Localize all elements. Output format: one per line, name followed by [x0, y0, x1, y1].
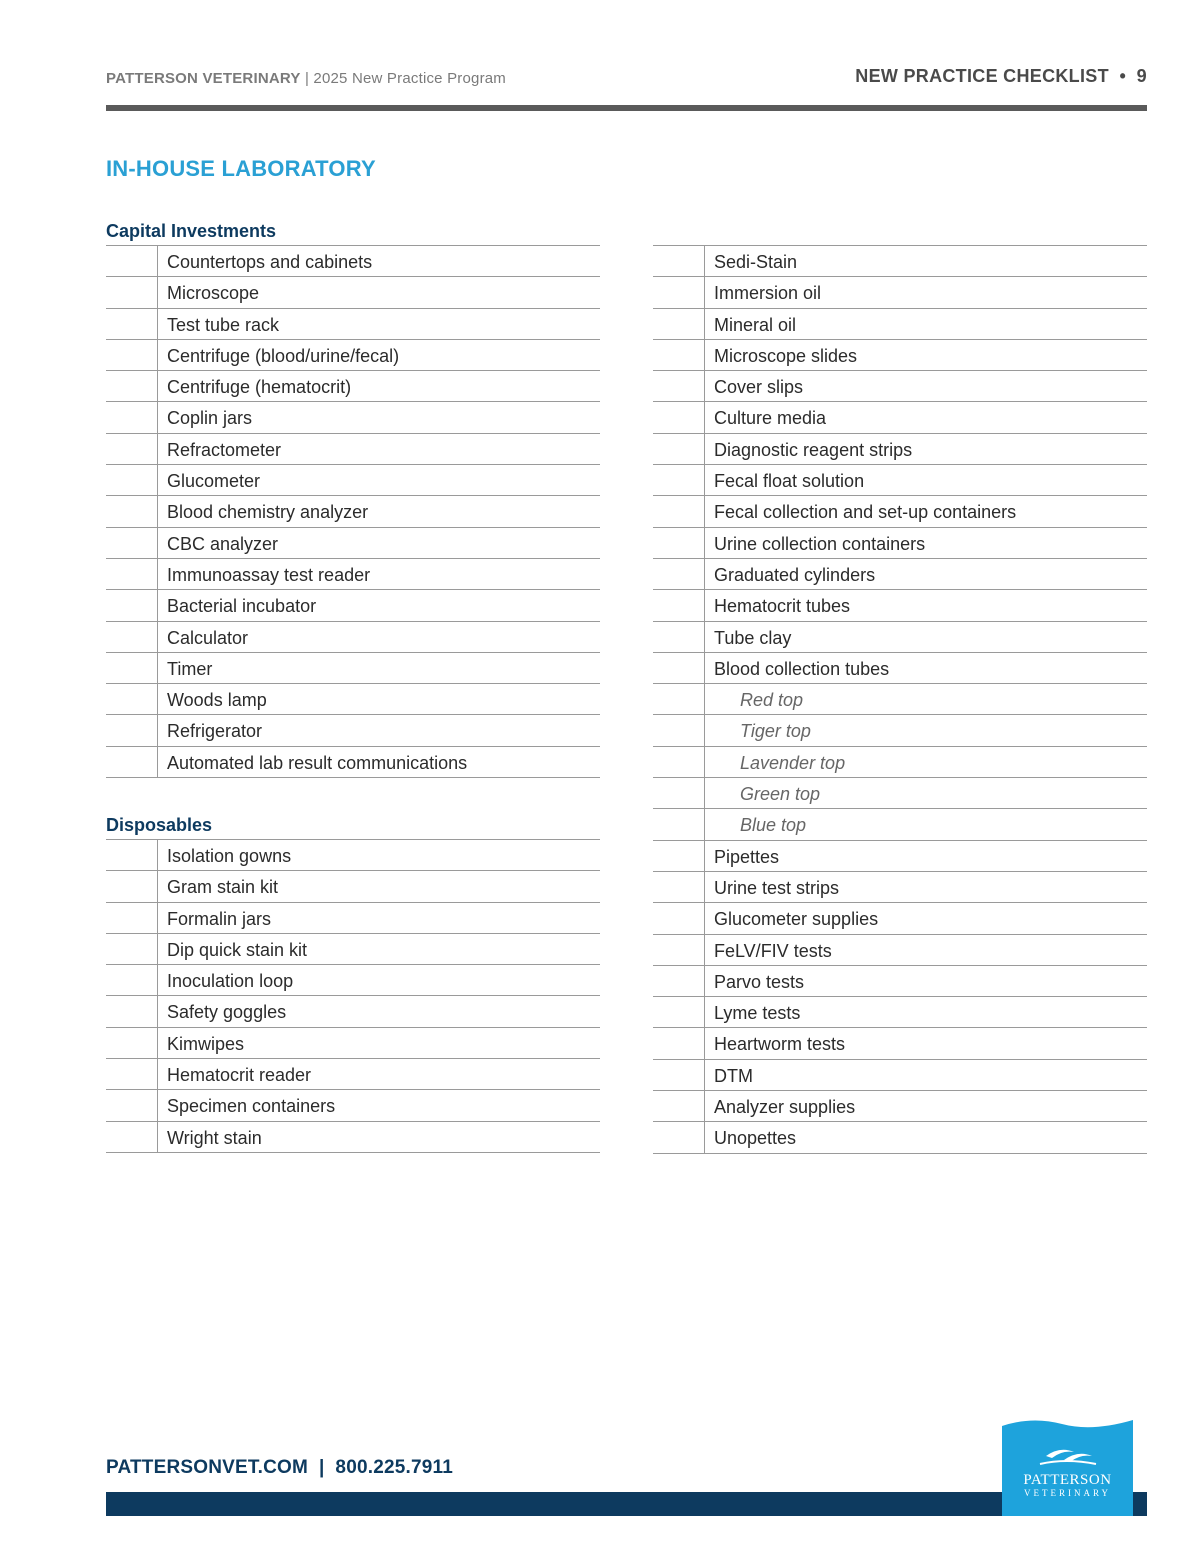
checklist-row [653, 841, 1147, 872]
checklist-row [106, 402, 600, 433]
header-rule [106, 105, 1147, 111]
checklist-item-label: Lavender top [740, 752, 846, 773]
header-separator: | [300, 70, 314, 87]
checklist-row [106, 434, 600, 465]
checklist-row [653, 935, 1147, 966]
checklist-row [653, 590, 1147, 621]
checkbox-cell[interactable] [653, 653, 705, 683]
checklist-item-label: Cover slips [714, 377, 804, 398]
checklist-item-label: Dip quick stain kit [167, 939, 308, 960]
checklist-item-label: Refractometer [167, 439, 282, 460]
checklist-item-label: Kimwipes [167, 1033, 245, 1054]
checklist-item-label: Glucometer supplies [714, 909, 879, 930]
checkbox-cell[interactable] [653, 402, 705, 432]
checkbox-cell[interactable] [106, 465, 158, 495]
checkbox-cell[interactable] [106, 1122, 158, 1152]
checklist-item-label: Woods lamp [167, 690, 267, 711]
checklist-row [106, 622, 600, 653]
checkbox-cell[interactable] [106, 840, 158, 870]
checklist-item-label: Isolation gowns [167, 846, 292, 866]
checkbox-cell[interactable] [653, 841, 705, 871]
checklist-row [106, 309, 600, 340]
checklist-row [653, 1028, 1147, 1059]
checkbox-cell[interactable] [106, 402, 158, 432]
checkbox-cell[interactable] [106, 496, 158, 526]
checkbox-cell[interactable] [653, 371, 705, 401]
checklist-item-label: Microscope [167, 283, 260, 304]
checklist-item-label: Microscope slides [714, 345, 858, 366]
checkbox-cell[interactable] [653, 747, 705, 777]
checklist-row [106, 747, 600, 778]
checklist-item-label: Pipettes [714, 846, 780, 867]
logo-sub: VETERINARY [1024, 1488, 1111, 1498]
checklist-item-label: Fecal collection and set-up containers [714, 502, 1017, 523]
checkbox-cell[interactable] [653, 1122, 705, 1152]
checklist-item-label: Refrigerator [167, 721, 263, 742]
checklist-item-label: Culture media [714, 408, 827, 429]
checklist-row [653, 1060, 1147, 1091]
checkbox-cell[interactable] [106, 371, 158, 401]
checklist-item-label: Unopettes [714, 1128, 797, 1149]
checkbox-cell[interactable] [106, 528, 158, 558]
checklist-item-label: Immersion oil [714, 283, 822, 304]
checkbox-cell[interactable] [653, 340, 705, 370]
capital-investments-title: Capital Investments [106, 221, 277, 241]
checklist-title: NEW PRACTICE CHECKLIST • 9 [855, 66, 1147, 86]
checklist-row [653, 465, 1147, 496]
logo-name: PATTERSON [1023, 1472, 1112, 1488]
checkbox-cell[interactable] [653, 465, 705, 495]
checklist-row [106, 903, 600, 934]
checklist-row [653, 903, 1147, 934]
checkbox-cell[interactable] [106, 653, 158, 683]
checklist-item-label: Inoculation loop [167, 971, 294, 992]
checkbox-cell[interactable] [653, 496, 705, 526]
checkbox-cell[interactable] [106, 309, 158, 339]
checklist-item-label: Glucometer [167, 471, 261, 492]
checklist-item-label: Graduated cylinders [714, 564, 876, 585]
checklist-item-label: Immunoassay test reader [167, 564, 371, 585]
supplies-list [653, 245, 1147, 1154]
checklist-row [106, 277, 600, 308]
checklist-item-label: Coplin jars [167, 408, 253, 429]
checkbox-cell[interactable] [653, 528, 705, 558]
checkbox-cell[interactable] [106, 1028, 158, 1058]
header-left [106, 70, 506, 87]
checklist-row [653, 966, 1147, 997]
checklist-item-label: Green top [740, 784, 821, 805]
checklist-item-label: Blue top [740, 815, 807, 836]
capital-investments-list [106, 245, 600, 778]
checklist-item-label: FeLV/FIV tests [714, 940, 832, 961]
checklist-row [653, 434, 1147, 465]
footer-contact: PATTERSONVET.COM | 800.225.7911 [106, 1457, 454, 1478]
checkbox-cell[interactable] [106, 934, 158, 964]
checklist-item-label: Sedi-Stain [714, 252, 798, 272]
checklist-row [653, 528, 1147, 559]
checklist-row [106, 653, 600, 684]
section-title: IN-HOUSE LABORATORY [106, 156, 376, 181]
checklist-row [106, 340, 600, 371]
checkbox-cell[interactable] [106, 996, 158, 1026]
checklist-row [106, 371, 600, 402]
footer-bar [106, 1492, 1147, 1516]
patterson-logo [1002, 1418, 1133, 1516]
checklist-row [106, 559, 600, 590]
checklist-row [106, 1122, 600, 1153]
checklist-row [653, 715, 1147, 746]
header-brand: PATTERSON VETERINARY [106, 70, 301, 87]
checklist-row [106, 684, 600, 715]
checklist-item-label: Fecal float solution [714, 471, 865, 492]
checkbox-cell[interactable] [653, 622, 705, 652]
checkbox-cell[interactable] [106, 1059, 158, 1089]
checklist-item-label: Specimen containers [167, 1096, 336, 1117]
checkbox-cell[interactable] [106, 277, 158, 307]
checklist-item-label: Analyzer supplies [714, 1097, 856, 1118]
logo-flag-icon [1002, 1418, 1133, 1516]
checklist-item-label: DTM [714, 1065, 753, 1086]
checklist-row [106, 1090, 600, 1121]
checkbox-cell[interactable] [653, 809, 705, 839]
checkbox-cell[interactable] [653, 684, 705, 714]
checklist-item-label: Wright stain [167, 1127, 262, 1148]
header-program: 2025 New Practice Program [313, 70, 507, 87]
checklist-item-label: Blood chemistry analyzer [167, 502, 369, 523]
checkbox-cell[interactable] [653, 903, 705, 933]
checkbox-cell[interactable] [653, 778, 705, 808]
checklist-row [106, 934, 600, 965]
checklist-item-label: Hematocrit tubes [714, 596, 851, 617]
checklist-row [653, 684, 1147, 715]
checkbox-cell[interactable] [106, 559, 158, 589]
checkbox-cell[interactable] [106, 340, 158, 370]
checkbox-cell[interactable] [653, 715, 705, 745]
checklist-item-label: Test tube rack [167, 314, 280, 335]
checklist-row [106, 465, 600, 496]
checklist-row [653, 622, 1147, 653]
checkbox-cell[interactable] [653, 872, 705, 902]
checklist-row [653, 371, 1147, 402]
checklist-row [106, 965, 600, 996]
checkbox-cell[interactable] [106, 590, 158, 620]
disposables-title: Disposables [106, 815, 213, 835]
checklist-item-label: Mineral oil [714, 314, 797, 335]
checklist-row [106, 528, 600, 559]
checklist-item-label: Blood collection tubes [714, 658, 890, 679]
checklist-item-label: Automated lab result communications [167, 752, 468, 773]
checklist-item-label: Urine test strips [714, 877, 840, 898]
checklist-item-label: Urine collection containers [714, 533, 926, 554]
checklist-row [653, 559, 1147, 590]
checklist-item-label: Gram stain kit [167, 877, 279, 898]
checkbox-cell[interactable] [653, 309, 705, 339]
checklist-item-label: CBC analyzer [167, 533, 279, 554]
checklist-row [653, 653, 1147, 684]
checkbox-cell[interactable] [653, 935, 705, 965]
checklist-row [653, 997, 1147, 1028]
checkbox-cell[interactable] [106, 622, 158, 652]
checklist-item-label: Lyme tests [714, 1003, 801, 1024]
checkbox-cell[interactable] [653, 559, 705, 589]
checkbox-cell[interactable] [106, 965, 158, 995]
checklist-row [106, 1028, 600, 1059]
checkbox-cell[interactable] [106, 903, 158, 933]
checkbox-cell[interactable] [106, 747, 158, 777]
checklist-row [106, 840, 600, 871]
checklist-row [106, 871, 600, 902]
checklist-row [653, 246, 1147, 277]
checklist-row [106, 1059, 600, 1090]
checkbox-cell[interactable] [653, 997, 705, 1027]
checklist-item-label: Heartworm tests [714, 1034, 846, 1055]
checkbox-cell[interactable] [653, 277, 705, 307]
checklist-row [653, 496, 1147, 527]
checkbox-cell[interactable] [653, 1028, 705, 1058]
checkbox-cell[interactable] [106, 871, 158, 901]
checklist-item-label: Centrifuge (blood/urine/fecal) [167, 345, 400, 366]
checklist-item-label: Bacterial incubator [167, 596, 317, 617]
checklist-row [653, 778, 1147, 809]
checklist-row [653, 809, 1147, 840]
checklist-item-label: Timer [167, 658, 213, 679]
checklist-row [653, 1122, 1147, 1153]
checkbox-cell[interactable] [106, 434, 158, 464]
checkbox-cell[interactable] [106, 246, 158, 276]
checklist-row [106, 246, 600, 277]
checkbox-cell[interactable] [653, 966, 705, 996]
checklist-item-label: Hematocrit reader [167, 1065, 312, 1086]
checklist-item-label: Formalin jars [167, 908, 272, 929]
checklist-row [653, 340, 1147, 371]
checklist-item-label: Diagnostic reagent strips [714, 439, 913, 460]
checklist-item-label: Tiger top [740, 721, 811, 742]
checklist-row [106, 496, 600, 527]
checkbox-cell[interactable] [106, 715, 158, 745]
checkbox-cell[interactable] [106, 684, 158, 714]
checkbox-cell[interactable] [653, 590, 705, 620]
checklist-item-label: Parvo tests [714, 971, 805, 992]
checklist-row [653, 277, 1147, 308]
checklist-row [653, 872, 1147, 903]
checkbox-cell[interactable] [653, 1091, 705, 1121]
checkbox-cell[interactable] [653, 1060, 705, 1090]
checklist-item-label: Countertops and cabinets [167, 252, 373, 272]
checklist-row [653, 309, 1147, 340]
checkbox-cell[interactable] [653, 246, 705, 276]
checklist-row [106, 715, 600, 746]
checklist-item-label: Safety goggles [167, 1002, 287, 1023]
checklist-row [653, 402, 1147, 433]
checklist-row [106, 996, 600, 1027]
checklist-item-label: Calculator [167, 627, 249, 648]
checklist-row [653, 1091, 1147, 1122]
checklist-item-label: Centrifuge (hematocrit) [167, 377, 352, 398]
disposables-list [106, 839, 600, 1153]
checklist-item-label: Tube clay [714, 627, 792, 648]
checklist-row [106, 590, 600, 621]
checkbox-cell[interactable] [653, 434, 705, 464]
checkbox-cell[interactable] [106, 1090, 158, 1120]
checklist-item-label: Red top [740, 690, 804, 711]
checklist-row [653, 747, 1147, 778]
